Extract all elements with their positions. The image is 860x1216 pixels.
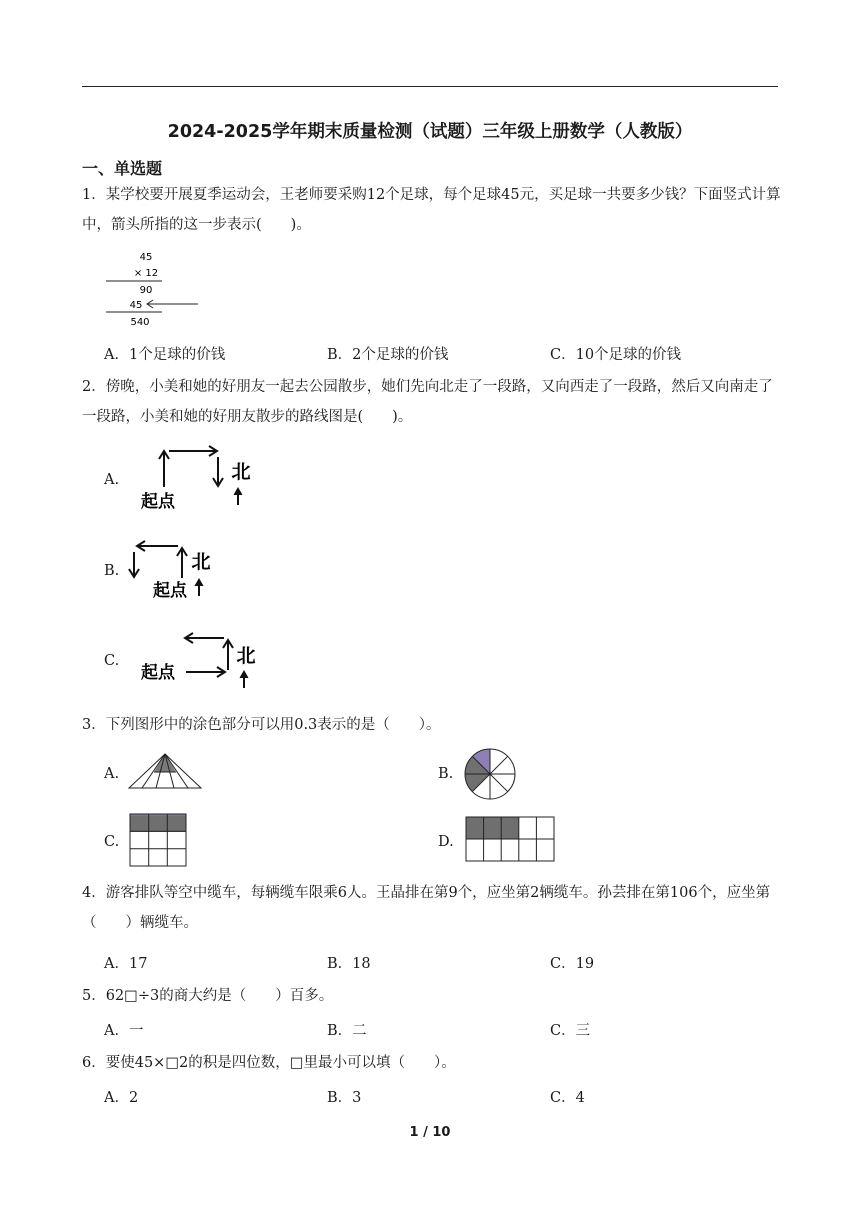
start-label: 起点 <box>141 492 175 512</box>
q3-strip-figure[interactable] <box>464 815 556 865</box>
section-heading: 一、单选题 <box>82 159 163 178</box>
north-label: 北 <box>236 645 256 667</box>
q3-triangle-figure[interactable] <box>126 750 204 792</box>
north-label: 北 <box>231 461 251 483</box>
q3-grid-figure[interactable] <box>128 812 190 870</box>
header-rule <box>82 86 778 87</box>
q3-option-a-label[interactable]: A. <box>104 766 120 782</box>
q1-vertical-calculation <box>100 248 204 330</box>
q1-option-c[interactable]: C．10个足球的价钱 <box>550 347 682 363</box>
page-title: 2024-2025学年期末质量检测（试题）三年级上册数学（人教版） <box>167 122 693 142</box>
q5-option-a[interactable]: A．一 <box>104 1023 144 1039</box>
q3-circle-figure[interactable] <box>462 746 518 802</box>
calc-line-4: 45 <box>129 300 143 311</box>
question-4-text: 4．游客排队等空中缆车，每辆缆车限乘6人。王晶排在第9个，应坐第2辆缆车。孙芸排在第106个，应坐第（ ）辆缆车。 <box>82 885 771 931</box>
q2-option-b-label[interactable]: B. <box>104 563 120 579</box>
q3-option-c-label[interactable]: C. <box>104 834 120 850</box>
calc-line-5: 540 <box>130 317 150 328</box>
question-5-text: 5．62□÷3的商大约是（ ）百多。 <box>82 988 334 1004</box>
q2-option-c-label[interactable]: C. <box>104 653 120 669</box>
question-2-text: 2．傍晚，小美和她的好朋友一起去公园散步，她们先向北走了一段路，又向西走了一段路，然后又向南走了一段路，小美和她的好朋友散步的路线图是( )。 <box>82 379 773 425</box>
question-6-text: 6．要使45×□2的积是四位数，□里最小可以填（ ）。 <box>82 1055 456 1071</box>
q1-option-b[interactable]: B．2个足球的价钱 <box>327 347 449 363</box>
question-3-text: 3．下列图形中的涂色部分可以用0.3表示的是（ ）。 <box>82 717 441 733</box>
north-label: 北 <box>191 551 211 573</box>
q1-option-a[interactable]: A．1个足球的价钱 <box>104 347 226 363</box>
q6-option-c[interactable]: C．4 <box>550 1090 585 1106</box>
q4-option-b[interactable]: B．18 <box>327 956 371 972</box>
question-1-text: 1．某学校要开展夏季运动会，王老师要采购12个足球，每个足球45元，买足球一共要多少钱？下面竖式计算中，箭头所指的这一步表示( )。 <box>82 187 781 233</box>
q6-option-b[interactable]: B．3 <box>327 1090 362 1106</box>
calc-line-1: 45 <box>139 252 153 263</box>
q2-route-diagram-c[interactable] <box>132 630 262 692</box>
calc-line-2: × 12 <box>133 268 159 279</box>
q2-option-a-label[interactable]: A. <box>104 472 120 488</box>
q3-option-b-label[interactable]: B. <box>438 766 454 782</box>
q2-route-diagram-a[interactable] <box>136 443 260 515</box>
q3-option-d-label[interactable]: D. <box>438 834 454 850</box>
q4-option-c[interactable]: C．19 <box>550 956 595 972</box>
q6-option-a[interactable]: A．2 <box>104 1090 139 1106</box>
page-number: 1 / 10 <box>409 1125 451 1140</box>
calc-line-3: 90 <box>139 285 153 296</box>
q5-option-b[interactable]: B．二 <box>327 1023 367 1039</box>
q2-route-diagram-b[interactable] <box>126 538 226 604</box>
q4-option-a[interactable]: A．17 <box>104 956 148 972</box>
q5-option-c[interactable]: C．三 <box>550 1023 591 1039</box>
start-label: 起点 <box>141 663 175 683</box>
start-label: 起点 <box>153 581 187 601</box>
